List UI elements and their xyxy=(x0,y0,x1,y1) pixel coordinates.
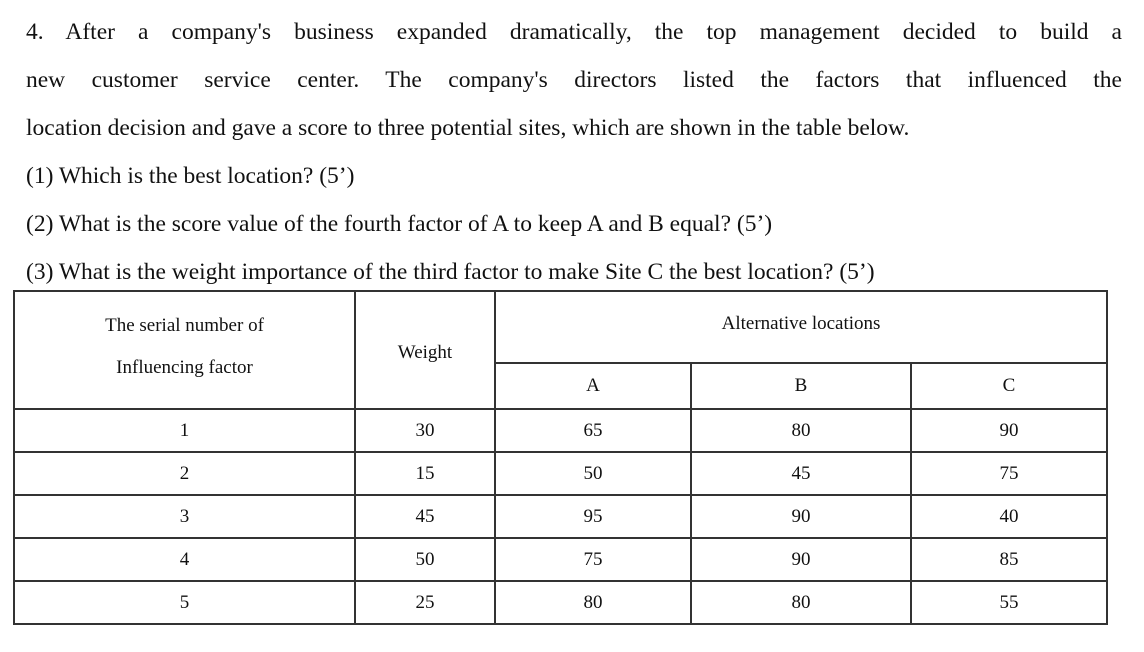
problem-statement xyxy=(26,8,1122,296)
weight-column-header: Weight xyxy=(355,291,495,409)
site-a-score-cell: 80 xyxy=(495,581,691,624)
weight-cell: 45 xyxy=(355,495,495,538)
table-row xyxy=(14,452,1107,495)
site-b-score-cell: 45 xyxy=(691,452,911,495)
factor-cell: 2 xyxy=(14,452,355,495)
question-1: (1) Which is the best location? (5’) xyxy=(26,163,355,189)
site-c-score-cell: 75 xyxy=(911,452,1107,495)
problem-text-line: location decision and gave a score to three potential sites, which are shown in the table below. xyxy=(26,115,910,141)
table-row xyxy=(14,538,1107,581)
site-c-score-cell: 40 xyxy=(911,495,1107,538)
site-b-score-cell: 90 xyxy=(691,495,911,538)
problem-text-line: 4. After a company's business expanded dramatically, the top management decided to build a xyxy=(26,19,1122,45)
factor-cell: 5 xyxy=(14,581,355,624)
alternative-locations-header: Alternative locations xyxy=(495,291,1107,363)
problem-text-line: new customer service center. The company's directors listed the factors that influenced the xyxy=(26,67,1122,93)
table-row xyxy=(14,495,1107,538)
site-a-score-cell: 65 xyxy=(495,409,691,452)
weight-cell: 25 xyxy=(355,581,495,624)
weight-cell: 50 xyxy=(355,538,495,581)
site-c-header: C xyxy=(911,363,1107,409)
site-a-score-cell: 95 xyxy=(495,495,691,538)
factor-cell: 1 xyxy=(14,409,355,452)
site-c-score-cell: 85 xyxy=(911,538,1107,581)
factor-cell: 4 xyxy=(14,538,355,581)
factor-header-line-1: The serial number of xyxy=(105,315,264,336)
site-b-header: B xyxy=(691,363,911,409)
factor-header-line-2: Influencing factor xyxy=(116,357,253,378)
site-c-score-cell: 90 xyxy=(911,409,1107,452)
question-2: (2) What is the score value of the fourth factor of A to keep A and B equal? (5’) xyxy=(26,211,773,237)
table-header-row xyxy=(14,291,1107,363)
site-b-score-cell: 90 xyxy=(691,538,911,581)
site-c-score-cell: 55 xyxy=(911,581,1107,624)
site-a-header: A xyxy=(495,363,691,409)
site-a-score-cell: 75 xyxy=(495,538,691,581)
location-score-table xyxy=(13,290,1108,625)
factor-cell: 3 xyxy=(14,495,355,538)
site-b-score-cell: 80 xyxy=(691,409,911,452)
weight-cell: 30 xyxy=(355,409,495,452)
table-row xyxy=(14,581,1107,624)
question-3: (3) What is the weight importance of the third factor to make Site C the best location? (5’) xyxy=(26,259,875,285)
site-a-score-cell: 50 xyxy=(495,452,691,495)
table-row xyxy=(14,409,1107,452)
factor-column-header xyxy=(14,291,355,409)
weight-cell: 15 xyxy=(355,452,495,495)
site-b-score-cell: 80 xyxy=(691,581,911,624)
